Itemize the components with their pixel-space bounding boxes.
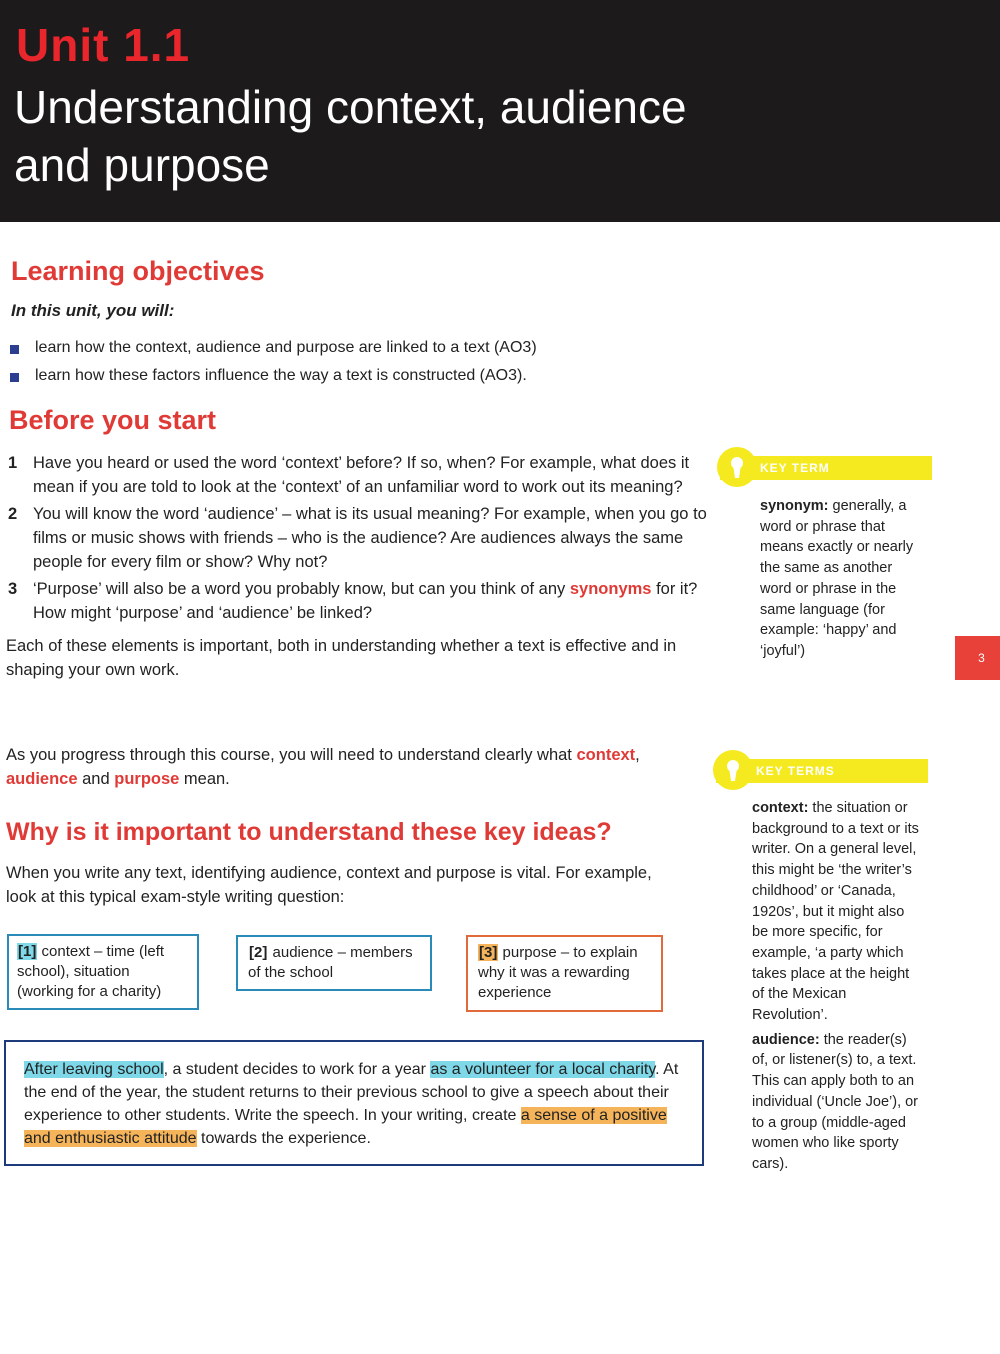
question-text xyxy=(33,580,697,622)
text-part: mean. xyxy=(179,770,230,788)
key-term-entry xyxy=(752,1030,922,1175)
question-text: You will know the word ‘audience’ – what is its usual meaning? For example, when you go to films or music shows with friends – who is the audience? Are audiences always the same people for every film or show? Why not? xyxy=(33,505,707,571)
key-term-text: the reader(s) of, or listener(s) to, a text. This can apply both to an individual (‘Uncle Joe’), or to a group (middle-aged women who like sporty cars). xyxy=(752,1031,919,1172)
exam-question-box xyxy=(4,1040,704,1166)
bullet-square-icon xyxy=(10,373,19,382)
highlight-context: as a volunteer for a local charity xyxy=(430,1061,656,1078)
key-term-link: synonyms xyxy=(569,580,652,598)
key-term-word: synonym: xyxy=(760,498,829,514)
page-number-tab: 3 xyxy=(955,636,1000,680)
question-list xyxy=(8,451,713,628)
question-number: 1 xyxy=(8,454,18,472)
text-part: . At the end of the year, the student returns to their previous school to give a speech about their experience to other students. Write the speech. In your writing, create xyxy=(24,1061,679,1124)
key-term-word: context: xyxy=(752,800,809,816)
highlight-context: After leaving school xyxy=(24,1061,164,1078)
why-heading: Why is it important to understand these key ideas? xyxy=(6,818,612,846)
objective-text: learn how these factors influence the way a text is constructed (AO3). xyxy=(35,367,527,384)
bullet-square-icon xyxy=(10,345,19,354)
annotation-box-context xyxy=(7,934,199,1010)
before-you-start-heading: Before you start xyxy=(9,405,217,435)
key-term-purpose: purpose xyxy=(114,770,180,788)
question-item xyxy=(8,451,713,499)
text-part: and xyxy=(77,770,115,788)
annotation-tag: [2] xyxy=(249,944,268,961)
key-term-context: context xyxy=(576,746,636,764)
unit-number: Unit 1.1 xyxy=(16,19,191,71)
learning-objectives-intro: In this unit, you will: xyxy=(11,301,175,320)
key-term-text: generally, a word or phrase that means exactly or nearly the same as another word or phrase in the same language (for example: ‘happy’ and ‘joyful’) xyxy=(760,498,914,659)
annotation-text: audience – members of the school xyxy=(248,944,413,981)
title-line-2: and purpose xyxy=(14,139,270,191)
progress-paragraph xyxy=(6,743,711,791)
keyhole-icon xyxy=(713,750,753,790)
question-item xyxy=(8,577,713,625)
text-part: towards the experience. xyxy=(196,1130,371,1147)
page-title xyxy=(14,78,914,194)
why-paragraph: When you write any text, identifying audience, context and purpose is vital. For example, look at this typical exam-style writing question: xyxy=(6,864,652,906)
question-text: Have you heard or used the word ‘context’ before? If so, when? For example, what does it mean if you are told to look at the ‘context’ of an unfamiliar word to work out its meaning? xyxy=(33,454,690,496)
question-text-part: ‘Purpose’ will also be a word you probably know, but can you think of any xyxy=(33,580,570,598)
key-terms-banner: KEY TERMS xyxy=(716,759,928,783)
text-part: , xyxy=(635,746,640,764)
list-item xyxy=(10,364,710,392)
key-term-entry xyxy=(752,798,922,1026)
text-part: As you progress through this course, you will need to understand clearly what xyxy=(6,746,577,764)
closing-paragraph: Each of these elements is important, both in understanding whether a text is effective and in shaping your own work. xyxy=(6,637,677,679)
annotation-text: context – time (left school), situation (working for a charity) xyxy=(17,943,165,1000)
text-part: , a student decides to work for a year xyxy=(163,1061,431,1078)
annotation-text: purpose – to explain why it was a rewarding experience xyxy=(478,944,638,1001)
question-text-part: for it? How might ‘purpose’ and ‘audience’ be linked? xyxy=(33,580,698,622)
learning-objectives-list xyxy=(10,336,710,392)
annotation-box-purpose xyxy=(466,935,663,1012)
key-term-word: audience: xyxy=(752,1031,820,1048)
key-term-banner: KEY TERM xyxy=(720,456,932,480)
learning-objectives-heading: Learning objectives xyxy=(11,256,265,286)
annotation-box-audience xyxy=(236,935,432,991)
key-term-definition xyxy=(760,496,925,662)
highlight-purpose: a sense of a positive and enthusiastic attitude xyxy=(24,1107,667,1147)
key-term-audience: audience xyxy=(6,770,78,788)
keyhole-icon xyxy=(717,447,757,487)
annotation-tag: [3] xyxy=(479,944,498,961)
question-number: 2 xyxy=(8,505,18,523)
list-item xyxy=(10,336,710,364)
objective-text: learn how the context, audience and purpose are linked to a text (AO3) xyxy=(35,339,537,356)
key-terms-definitions xyxy=(752,798,922,1175)
key-term-text: the situation or background to a text or its writer. On a general level, this might be ‘the writer’s childhood’ or ‘Canada, 1920s’, but it might also be more specific, for example, ‘a party which takes place at the height of the Mexican Revolution’. xyxy=(752,800,919,1024)
title-line-1: Understanding context, audience xyxy=(14,81,687,133)
annotation-tag: [1] xyxy=(18,943,37,960)
unit-header xyxy=(0,0,1000,222)
question-number: 3 xyxy=(8,580,18,598)
question-item xyxy=(8,502,713,574)
